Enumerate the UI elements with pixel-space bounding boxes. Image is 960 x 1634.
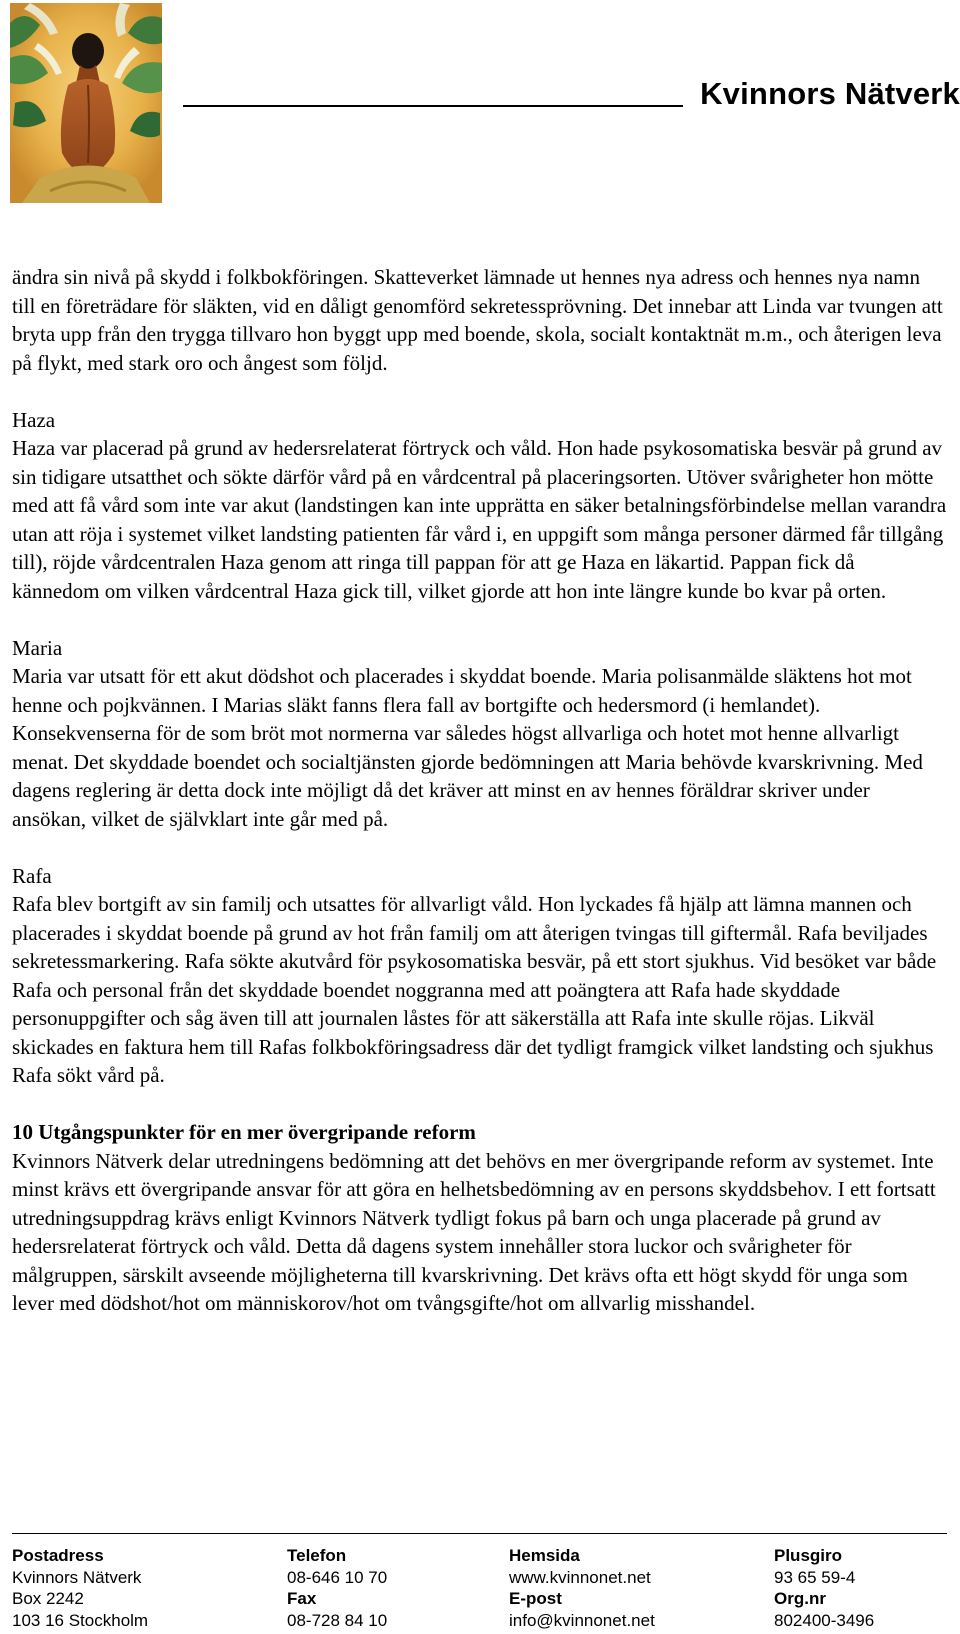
footer-divider (12, 1533, 947, 1534)
footer-value: 08-728 84 10 (287, 1610, 388, 1630)
case-rafa (12, 862, 947, 1090)
footer-label: E-post (509, 1589, 562, 1608)
intro-paragraph: ändra sin nivå på skydd i folkbokföringen. Skatteverket lämnade ut hennes nya adress och hennes nya namn till en företrädare för släkten, vid en dåligt genomförd sekretessprövning. Det innebar att Linda var tvungen att bryta upp från den trygga tillvaro hon byggt upp med boende, skola, socialt kontaktnät m.m., och återigen leva på flykt, med stark oro och ångest som följd. (12, 265, 943, 375)
section-paragraph: Kvinnors Nätverk delar utredningens bedömning att det behövs en mer övergripande reform av systemet. Inte minst krävs ett övergripande ansvar för att göra en helhetsbedömning av en persons skyddsbehov. I ett fortsatt utredningsuppdrag krävs enligt Kvinnors Nätverk tydligt fokus på barn och unga placerade på grund av hedersrelaterat förtryck och våld. Detta då dagens system innehåller stora luckor och svårigheter för målgruppen, särskilt avseende möjligheterna till kvarskrivning. Det krävs ofta ett högt skydd för unga som lever med dödshot/hot om människorov/hot om tvångsgifte/hot om allvarlig misshandel. (12, 1148, 936, 1315)
footer-value: 802400-3496 (774, 1610, 875, 1630)
case-heading: Rafa (12, 863, 52, 888)
case-paragraph: Haza var placerad på grund av hedersrelaterat förtryck och våld. Hon hade psykosomatiska besvär på grund av sin tidigare utsatthet och sökte därför vård på en vårdcentral på placeringsorten. Utöver svårigheter hon mötte med att få vård som inte var akut (landstingen kan inte upprätta en säker betalningsförbindelse mellan varandra utan att röja i systemet vilket landsting patienten får vård i, en uppgift som många personer därmed får tillgång till), röjde vårdcentralen Haza genom att ringa till pappan för att ge Haza en läkartid. Pappan fick då kännedom om vilken vårdcentral Haza gick till, vilket gjorde att hon inte längre kunde bo kvar på orten. (12, 436, 947, 603)
footer (12, 1545, 947, 1633)
footer-label: Org.nr (774, 1589, 826, 1608)
footer-postadress (12, 1545, 148, 1631)
footer-label: Postadress (12, 1546, 104, 1565)
org-name: Kvinnors Nätverk (700, 76, 960, 111)
footer-value: Box 2242 (12, 1589, 84, 1608)
footer-link[interactable]: www.kvinnonet.net (509, 1567, 651, 1587)
footer-plusgiro (774, 1545, 874, 1631)
footer-telefon (287, 1545, 387, 1631)
footer-value: 93 65 59-4 (774, 1567, 856, 1587)
footer-value: 08-646 10 70 (287, 1567, 388, 1587)
section-heading: 10 Utgångspunkter för en mer övergripande reform (12, 1120, 476, 1144)
case-maria (12, 634, 947, 834)
footer-value: 103 16 Stockholm (12, 1610, 149, 1630)
painting-figure-logo (10, 3, 162, 203)
footer-label: Telefon (287, 1546, 347, 1565)
footer-label: Hemsida (509, 1546, 580, 1565)
footer-label: Plusgiro (774, 1546, 843, 1565)
footer-value: Kvinnors Nätverk (12, 1567, 142, 1587)
footer-label: Fax (287, 1589, 317, 1608)
case-haza (12, 406, 947, 606)
footer-link[interactable]: info@kvinnonet.net (509, 1610, 655, 1630)
case-heading: Maria (12, 635, 63, 660)
header-divider (183, 105, 683, 107)
case-paragraph: Maria var utsatt för ett akut dödshot och placerades i skyddat boende. Maria polisanmälde släktens hot mot henne och pojkvännen. I Marias släkt fanns flera fall av bortgifte och hedersmord (i hemlandet). Konsekvenserna för de som bröt mot normerna var således högst allvarliga och hotet mot henne allvarligt menat. Det skyddade boendet och socialtjänsten gjorde bedömningen att Maria behövde kvarskrivning. Med dagens reglering är detta dock inte möjligt då det kräver att minst en av hennes föräldrar skriver under ansökan, vilket de självklart inte går med på. (12, 664, 923, 831)
document-body (12, 263, 947, 1346)
case-heading: Haza (12, 407, 56, 432)
footer-hemsida (509, 1545, 655, 1631)
case-paragraph: Rafa blev bortgift av sin familj och utsattes för allvarligt våld. Hon lyckades få hjälp att lämna mannen och placerades i skyddat boende på grund av hot från familj om att återigen tvingas till giftermål. Rafa beviljades sekretessmarkering. Rafa sökte akutvård för psykosomatiska besvär, på ett stort sjukhus. Vid besöket var både Rafa och personal från det skyddade boendet noggranna med att poängtera att Rafa hade skyddade personuppgifter och såg även till att journalen låstes för att säkerställa att Rafa inte skulle röjas. Likväl skickades en faktura hem till Rafas folkbokföringsadress där det tydligt framgick vilket landsting och sjukhus Rafa sökt vård på. (12, 892, 937, 1087)
